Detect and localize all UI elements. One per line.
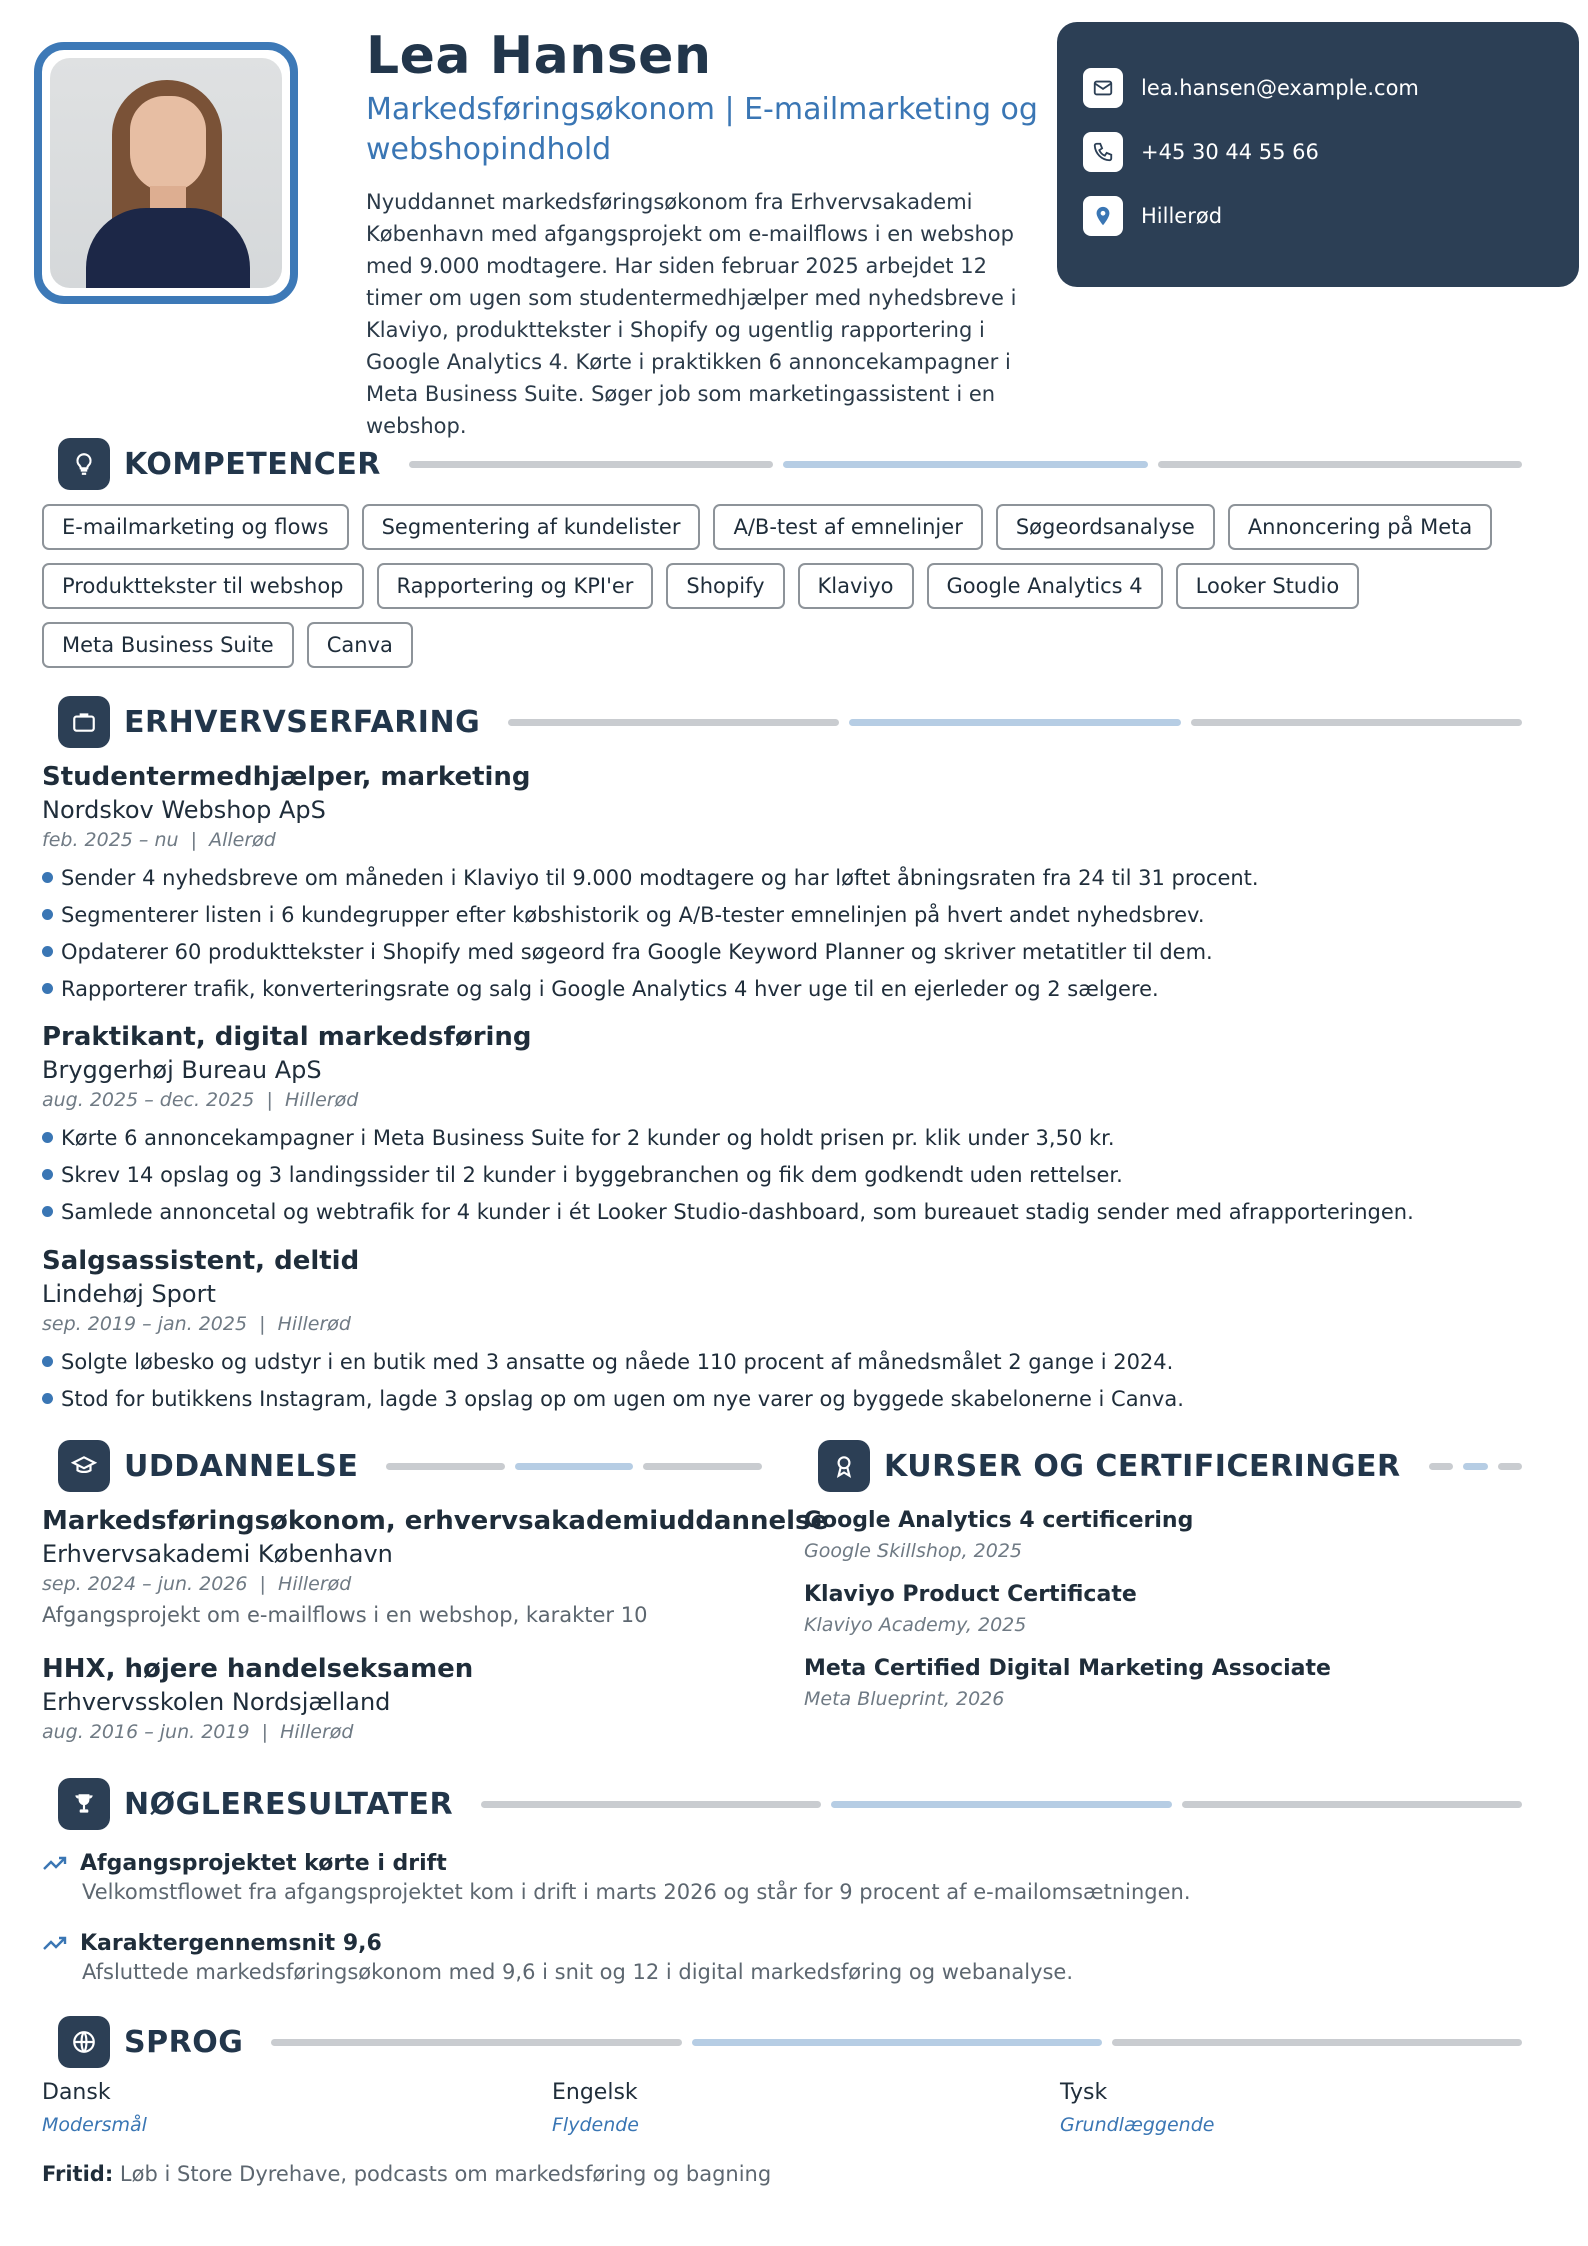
skill-tag: Segmentering af kundelister [362, 504, 701, 550]
location-text: Hillerød [1141, 204, 1223, 228]
education-note: Afgangsprojekt om e-mailflows i en webshop, karakter 10 [42, 1603, 648, 1627]
language-name: Dansk [42, 2080, 111, 2105]
trophy-icon [58, 1778, 110, 1830]
section-header-results [58, 1778, 1522, 1830]
language-entry [42, 2080, 442, 2136]
skill-tag: Google Analytics 4 [927, 563, 1163, 609]
skill-tag: Produkttekster til webshop [42, 563, 364, 609]
briefcase-icon [58, 696, 110, 748]
education-entry [42, 1654, 802, 1751]
skill-tag: A/B-test af emnelinjer [713, 504, 982, 550]
job-bullet: Stod for butikkens Instagram, lagde 3 opslag op om ugen om nye varer og byggede skabelonerne i Canva. [42, 1380, 1532, 1417]
job-period: aug. 2025 – dec. 2025 [42, 1089, 255, 1111]
job-period: feb. 2025 – nu [42, 829, 179, 851]
profile-photo [50, 58, 282, 288]
language-entry [1060, 2080, 1460, 2136]
language-name: Engelsk [552, 2080, 638, 2105]
education-school: Erhvervsakademi København [42, 1540, 393, 1568]
result-entry [42, 1926, 1532, 1994]
job-location: Hillerød [277, 1313, 351, 1335]
course-meta: Klaviyo Academy, 2025 [804, 1614, 1027, 1636]
job-location: Hillerød [284, 1089, 359, 1111]
education-school: Erhvervsskolen Nordsjælland [42, 1688, 391, 1716]
section-title: ERHVERVSERFARING [124, 704, 481, 740]
job-meta: aug. 2025 – dec. 2025 | Hillerød [42, 1089, 359, 1111]
section-title: NØGLERESULTATER [124, 1786, 454, 1822]
result-title: Karaktergennemsnit 9,6 [80, 1930, 382, 1956]
section-divider [386, 1463, 762, 1470]
education-meta: sep. 2024 – jun. 2026 | Hillerød [42, 1573, 352, 1595]
section-divider [1429, 1463, 1522, 1470]
course-meta: Google Skillshop, 2025 [804, 1540, 1022, 1562]
job-meta: sep. 2019 – jan. 2025 | Hillerød [42, 1313, 351, 1335]
skill-tag: Canva [307, 622, 413, 668]
course-title: Klaviyo Product Certificate [804, 1582, 1137, 1607]
contact-phone[interactable] [1083, 132, 1553, 172]
section-title: UDDANNELSE [124, 1448, 359, 1484]
job-entry [42, 762, 1532, 1007]
hobby-line [42, 2162, 771, 2186]
result-title: Afgangsprojektet kørte i drift [80, 1850, 447, 1876]
education-title: HHX, højere handelseksamen [42, 1654, 474, 1684]
hobby-text: Løb i Store Dyrehave, podcasts om markedsføring og bagning [119, 2162, 772, 2186]
job-company: Nordskov Webshop ApS [42, 796, 326, 824]
contact-email[interactable] [1083, 68, 1553, 108]
course-entry [804, 1656, 1524, 1718]
education-meta: aug. 2016 – jun. 2019 | Hillerød [42, 1721, 354, 1743]
section-divider [481, 1801, 1522, 1808]
section-divider [409, 461, 1522, 468]
job-entry [42, 1246, 1532, 1417]
skill-tag: Looker Studio [1176, 563, 1360, 609]
profile-photo-frame [34, 42, 298, 304]
contact-card [1057, 22, 1579, 287]
job-title: Praktikant, digital markedsføring [42, 1022, 532, 1052]
job-bullet: Skrev 14 opslag og 3 landingssider til 2 kunder i byggebranchen og fik dem godkendt uden rettelser. [42, 1156, 1532, 1193]
section-header-experience [58, 696, 1522, 748]
language-level: Grundlæggende [1060, 2114, 1215, 2136]
section-title: SPROG [124, 2024, 244, 2060]
job-title: Salgsassistent, deltid [42, 1246, 360, 1276]
job-meta: feb. 2025 – nu | Allerød [42, 829, 276, 851]
language-level: Modersmål [42, 2114, 147, 2136]
job-company: Lindehøj Sport [42, 1280, 216, 1308]
education-title: Markedsføringsøkonom, erhvervsakademiuddannelse [42, 1506, 829, 1536]
certificate-badge-icon [818, 1440, 870, 1492]
language-name: Tysk [1060, 2080, 1108, 2105]
job-location: Allerød [209, 829, 276, 851]
result-text: Afsluttede markedsføringsøkonom med 9,6 i snit og 12 i digital markedsføring og webanalyse. [82, 1960, 1074, 1984]
section-header-education [58, 1440, 762, 1492]
course-meta: Meta Blueprint, 2026 [804, 1688, 1005, 1710]
contact-location [1083, 196, 1553, 236]
skill-tag: E-mailmarketing og flows [42, 504, 349, 550]
lightbulb-icon [58, 438, 110, 490]
section-divider [508, 719, 1522, 726]
language-level: Flydende [552, 2114, 639, 2136]
course-entry [804, 1508, 1524, 1570]
skill-tag: Rapportering og KPI'er [377, 563, 654, 609]
course-title: Google Analytics 4 certificering [804, 1508, 1194, 1533]
globe-icon [58, 2016, 110, 2068]
job-bullet: Samlede annoncetal og webtrafik for 4 kunder i ét Looker Studio-dashboard, som bureauet stadig sender med afrapporteringen. [42, 1193, 1532, 1230]
job-period: sep. 2019 – jan. 2025 [42, 1313, 248, 1335]
job-company: Bryggerhøj Bureau ApS [42, 1056, 322, 1084]
skill-tag: Meta Business Suite [42, 622, 294, 668]
phone-text: +45 30 44 55 66 [1141, 140, 1319, 164]
trend-up-icon [42, 1933, 68, 1953]
skill-tag: Annoncering på Meta [1228, 504, 1492, 550]
course-title: Meta Certified Digital Marketing Associate [804, 1656, 1331, 1681]
result-text: Velkomstflowet fra afgangsprojektet kom i drift i marts 2026 og står for 9 procent af e-mailomsætningen. [82, 1880, 1191, 1904]
section-header-courses [818, 1440, 1522, 1492]
job-bullet: Solgte løbesko og udstyr i en butik med 3 ansatte og nåede 110 procent af månedsmålet 2 gange i 2024. [42, 1343, 1532, 1380]
skill-tag: Shopify [666, 563, 784, 609]
section-divider [271, 2039, 1522, 2046]
trend-up-icon [42, 1853, 68, 1873]
headline: Markedsføringsøkonom | E-mailmarketing og webshopindhold [366, 92, 1038, 167]
section-title: KOMPETENCER [124, 446, 381, 482]
person-name: Lea Hansen [366, 26, 712, 86]
graduation-cap-icon [58, 1440, 110, 1492]
phone-icon [1083, 132, 1123, 172]
profile-summary: Nyuddannet markedsføringsøkonom fra Erhvervsakademi København med afgangsprojekt om e-mailflows i en webshop med 9.000 modtagere. Har siden februar 2025 arbejdet 12 timer om ugen som studentermedhjælper med nyhedsbreve i Klaviyo, produkttekster i Shopify og ugentlig rapportering i Google Analytics 4. Kørte i praktikken 6 annoncekampagner i Meta Business Suite. Søger job som marketingassistent i en webshop. [366, 190, 1017, 438]
job-bullet: Segmenterer listen i 6 kundegrupper efter købshistorik og A/B-tester emnelinjen på hvert andet nyhedsbrev. [42, 896, 1532, 933]
job-bullet: Opdaterer 60 produkttekster i Shopify med søgeord fra Google Keyword Planner og skriver metatitler til dem. [42, 933, 1532, 970]
education-entry [42, 1506, 829, 1635]
skill-tag: Søgeordsanalyse [996, 504, 1215, 550]
hobby-label: Fritid: [42, 2162, 114, 2186]
skills-tag-list [42, 504, 1522, 668]
mail-icon [1083, 68, 1123, 108]
job-bullet: Rapporterer trafik, konverteringsrate og salg i Google Analytics 4 hver uge til en ejerleder og 2 sælgere. [42, 970, 1532, 1007]
result-entry [42, 1846, 1532, 1914]
course-entry [804, 1582, 1524, 1644]
job-entry [42, 1022, 1532, 1230]
section-header-languages [58, 2016, 1522, 2068]
email-text: lea.hansen@example.com [1141, 76, 1419, 100]
location-pin-icon [1083, 196, 1123, 236]
job-bullet: Sender 4 nyhedsbreve om måneden i Klaviyo til 9.000 modtagere og har løftet åbningsraten fra 24 til 31 procent. [42, 859, 1532, 896]
section-title: KURSER OG CERTIFICERINGER [884, 1448, 1401, 1484]
section-header-skills [58, 438, 1522, 490]
job-bullet: Kørte 6 annoncekampagner i Meta Business Suite for 2 kunder og holdt prisen pr. klik under 3,50 kr. [42, 1119, 1532, 1156]
job-title: Studentermedhjælper, marketing [42, 762, 531, 792]
skill-tag: Klaviyo [798, 563, 914, 609]
language-entry [552, 2080, 952, 2136]
